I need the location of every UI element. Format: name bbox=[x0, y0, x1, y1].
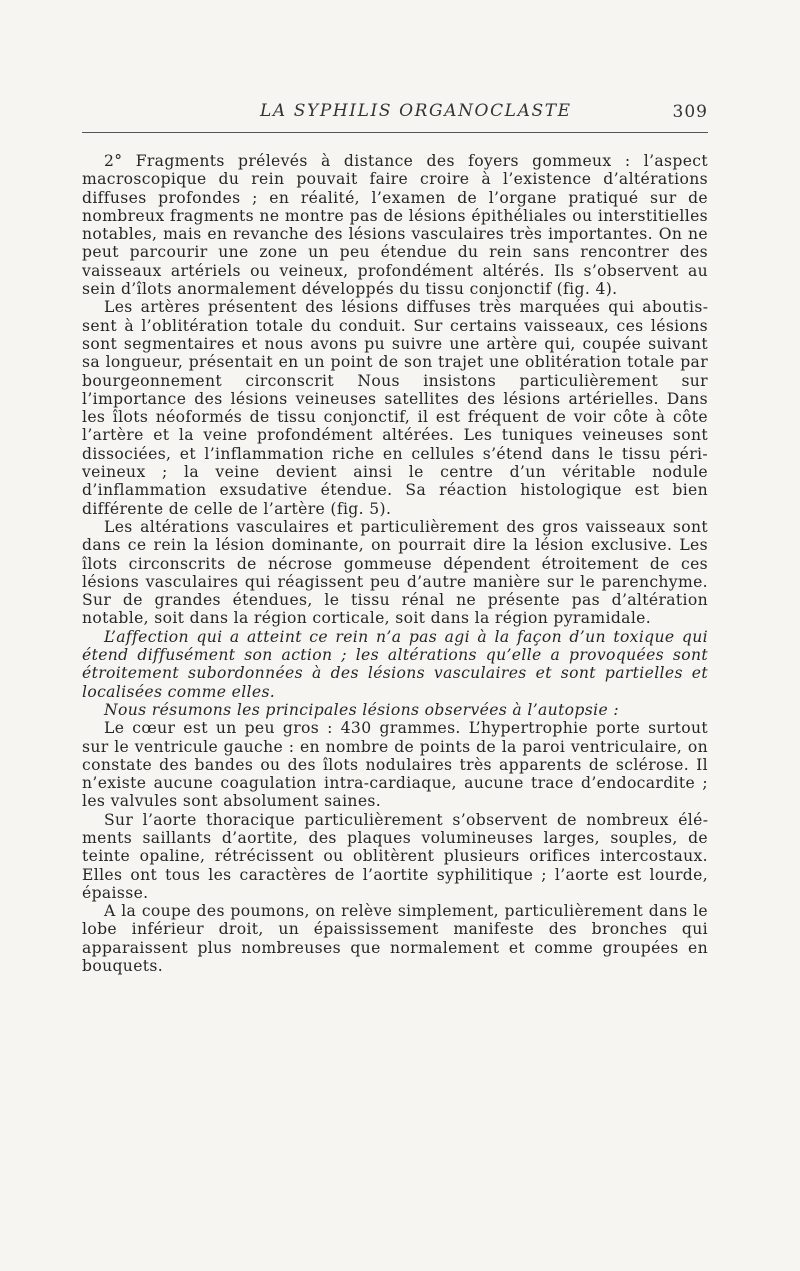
page-header bbox=[82, 98, 708, 138]
paragraph-aorta: Sur l’aorte thoracique particulièrement s’observent de nombreux éléments saillants d’aortite, des plaques volumineuses larges, souples, de teinte opaline, rétrécissent ou oblitèrent plusieurs orifices intercostaux. Elles ont tous les caractères de l’aortite syphilitique ; l’aorte est lourde, épaisse. bbox=[82, 810, 708, 902]
page-number: 309 bbox=[672, 102, 708, 122]
paragraph-vascular-alterations: Les altérations vasculaires et particulièrement des gros vaisseaux sont dans ce rein la lésion dominante, on pourrait dire la lésion exclusive. Les îlots circonscrits de nécrose gommeuse dépendent étroitement de ces lésions vasculaires qui réagissent peu d’autre manière sur le parenchyme. Sur de grandes étendues, le tissu rénal ne présente pas d’altération notable, soit dans la région corticale, soit dans la région pyramidale. bbox=[82, 517, 708, 628]
paragraph-arteries: Les artères présentent des lésions diffuses très marquées qui aboutissent à l’oblitération totale du conduit. Sur certains vaisseaux, ces lésions sont segmentaires et nous avons pu suivre une artère qui, coupée suivant sa longueur, présentait en un point de son trajet une oblitération totale par bourgeonnement circonscrit Nous insistons particulièrement sur l’importance des lésions veineuses satellites des lésions artérielles. Dans les îlots néoformés de tissu conjonctif, il est fréquent de voir côte à côte l’artère et la veine profondément altérées. Les tuniques veineuses sont dissociées, et l’inflammation riche en cellules s’étend dans le tissu péri-veineux ; la veine devient ainsi le centre d’un véritable nodule d’inflammation exsudative étendue. Sa réaction histologique est bien différente de celle de l’artère (fig. 5). bbox=[82, 298, 708, 518]
running-title: LA SYPHILIS ORGANOCLASTE bbox=[260, 101, 572, 121]
paragraph-heart: Le cœur est un peu gros : 430 grammes. L’hypertrophie porte surtout sur le ventricule gauche : en nombre de points de la paroi ventriculaire, on constate des bandes ou des îlots nodulaires très apparents de sclérose. Il n’existe aucune coagulation intra-cardiaque, aucune trace d’endocardite ; les valvules sont absolument saines. bbox=[82, 719, 708, 811]
header-rule bbox=[82, 132, 708, 133]
paragraph-lungs: A la coupe des poumons, on relève simplement, particulièrement dans le lobe inférieur droit, un épaississement manifeste des bronches qui apparaissent plus nombreuses que normalement et comme groupées en bouquets. bbox=[82, 902, 708, 976]
paragraph-affection: L’affection qui a atteint ce rein n’a pas agi à la façon d’un toxique qui étend diffusément son action ; les altérations qu’elle a provoquées sont étroitement subordonnées à des lésions vasculaires et sont partielles et localisées comme elles. bbox=[82, 627, 708, 701]
paragraph-fragments: 2° Fragments prélevés à distance des foyers gommeux : l’aspect macroscopique du rein pouvait faire croire à l’existence d’altérations diffuses profondes ; en réalité, l’examen de l’organe pratiqué sur de nombreux fragments ne montre pas de lésions épithéliales ou interstitielles notables, mais en revanche des lésions vasculaires très importantes. On ne peut parcourir une zone un peu étendue du rein sans rencontrer des vaisseaux artériels ou veineux, profondément altérés. Ils s’observent au sein d’îlots anormalement développés du tissu conjonctif (fig. 4). bbox=[82, 152, 708, 299]
paragraph-autopsy-intro: Nous résumons les principales lésions observées à l’autopsie : bbox=[104, 700, 619, 719]
body-text bbox=[82, 152, 708, 975]
